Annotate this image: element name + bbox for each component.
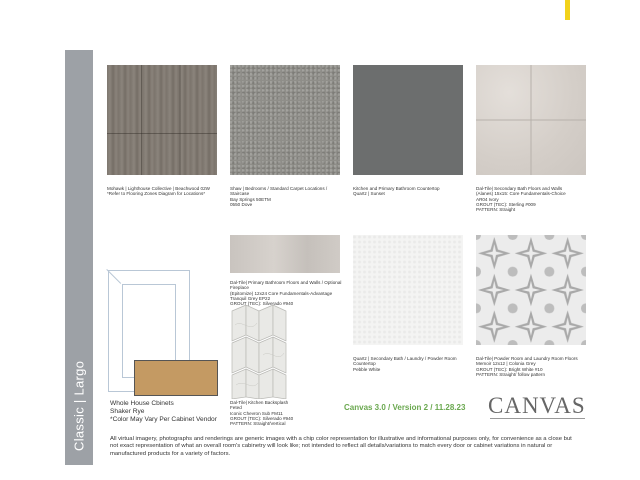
logo-underline bbox=[490, 418, 585, 419]
accent-bar bbox=[565, 0, 570, 20]
caption-carpet: Shaw | Bedrooms / Standard Carpet Locations / Staircase Bay Springs 50ETM 0550 Dove bbox=[230, 186, 328, 207]
disclaimer-text: All virtual imagery, photographs and renderings are generic images with a chip color representation for illustrative and informational purposes only, for convenience as a close but not exact representation of what an overall room's cabinetry will look like; not intended to reflect all details/variations to match every door or cabinet variations in natural or manufactured products for a variety of factors. bbox=[110, 436, 572, 457]
side-panel-title: Classic | Largo bbox=[71, 360, 87, 451]
swatch-flooring-image bbox=[107, 65, 217, 175]
chevron-tile-graphic bbox=[230, 305, 288, 399]
canvas-logo bbox=[488, 393, 588, 421]
canvas-logo-text: CANVAS bbox=[488, 393, 586, 418]
swatch-backsplash-chevron-image bbox=[230, 305, 288, 399]
caption-primary-bath-tile: Dal-Tile| Primary Bathroom Floors and Walls / Optional Fireplace (Epitomize) 12x24 Core Fundamentals-Advantage Tranquil Grey EP22 GROUT (TEC): Silverado #940 bbox=[230, 280, 342, 307]
swatch-quartz-sunset-image bbox=[353, 65, 463, 175]
caption-backsplash: Dal-Tile| Kitchen Backsplash Feted Iconic Chevron Sub FM11 GROUT (TEC): Silverado #940 PATTERN: Straight/Vertical bbox=[230, 400, 294, 427]
side-panel bbox=[65, 50, 93, 465]
swatch-pebble-white-image bbox=[353, 235, 463, 345]
caption-flooring: Mohawk | Lighthouse Collective | Beachwood 02W *Refer to Flooring Zones Diagram for Locations* bbox=[107, 186, 210, 197]
caption-pebble-white: Quartz | Secondary Bath / Laundry / Powder Room Countertop Pebble White bbox=[353, 356, 457, 372]
caption-quartz-sunset: Kitchen and Primary Bathroom Countertop Quartz | Sunset bbox=[353, 186, 440, 197]
star-pattern-graphic bbox=[476, 235, 586, 345]
caption-colonia-grey: Dal-Tile| Powder Room and Laundry Room Floors Memoir 12x12 | Colonia Grey GROUT (TEC): Bright White #10 PATTERN: Straight/ follow pattern bbox=[476, 356, 578, 377]
cabinet-caption: Whole House Cbinets Shaker Rye *Color May Vary Per Cabinet Vendor bbox=[110, 400, 217, 423]
swatch-carpet-image bbox=[230, 65, 340, 175]
swatch-secondary-bath-tile-image bbox=[476, 65, 586, 175]
version-label: Canvas 3.0 / Version 2 / 11.28.23 bbox=[344, 403, 466, 412]
cabinet-rye-color-swatch bbox=[134, 360, 218, 396]
swatch-primary-bath-tile-image bbox=[230, 235, 340, 273]
swatch-colonia-grey-pattern-image bbox=[476, 235, 586, 345]
caption-secondary-bath-tile: Dal-Tile| Secondary Bath Floors and Walls (Alanes) 15x15: Core Fundamentals-Choice AR04 Ivory GROUT (TEC): Sterling #009 PATTERN: Straight bbox=[476, 186, 566, 213]
